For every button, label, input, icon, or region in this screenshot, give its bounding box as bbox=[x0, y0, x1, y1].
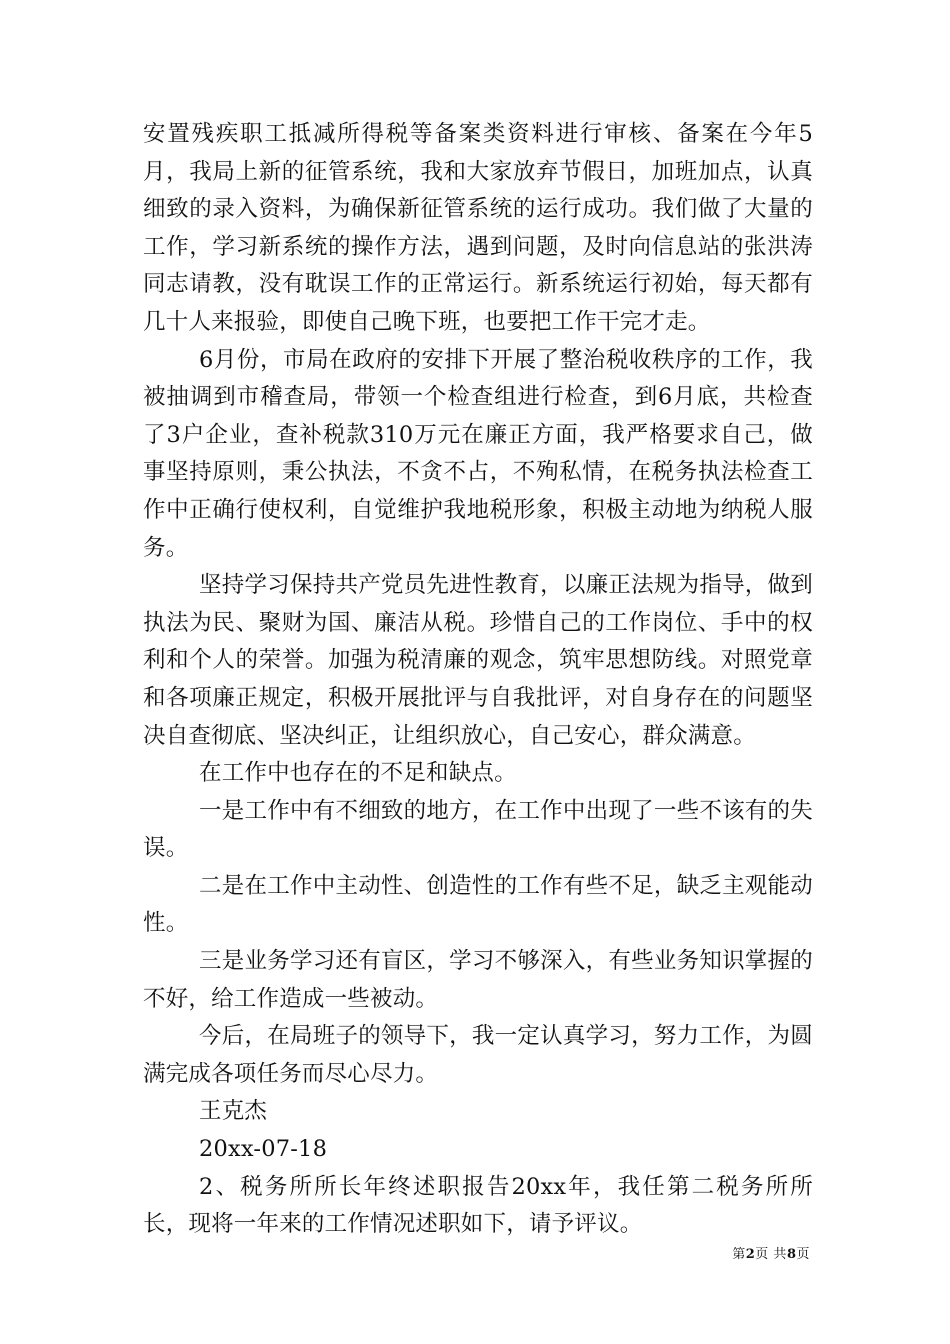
paragraph-intro-continued: 安置残疾职工抵减所得税等备案类资料进行审核、备案在今年5月，我局上新的征管系统，我和大家放弃节假日，加班加点，认真细致的录入资料，为确保新征管系统的运行成功。我们做了大量的工作，学习新系统的操作方法，遇到问题，及时向信息站的张洪涛同志请教，没有耽误工作的正常运行。新系统运行初始，每天都有几十人来报验，即使自己晚下班，也要把工作干完才走。 bbox=[143, 121, 813, 335]
footer-current-page: 2 bbox=[745, 1247, 756, 1262]
footer-prefix: 第 bbox=[732, 1247, 746, 1262]
signature-name: 王克杰 bbox=[199, 1098, 268, 1125]
footer-total-pages: 8 bbox=[786, 1247, 797, 1262]
document-body bbox=[143, 116, 813, 1244]
paragraph-integrity: 坚持学习保持共产党员先进性教育，以廉正法规为指导，做到执法为民、聚财为国、廉洁从税。珍惜自己的工作岗位、手中的权利和个人的荣誉。加强为税清廉的观念，筑牢思想防线。对照党章和各项廉正规定，积极开展批评与自我批评，对自身存在的问题坚决自查彻底、坚决纠正，让组织放心，自己安心，群众满意。 bbox=[143, 572, 813, 749]
paragraph-shortcomings-heading: 在工作中也存在的不足和缺点。 bbox=[199, 760, 517, 787]
paragraph-june-inspection: 6月份，市局在政府的安排下开展了整治税收秩序的工作，我被抽调到市稽查局，带领一个检查组进行检查，到6月底，共检查了3户企业，查补税款310万元在廉正方面，我严格要求自己，做事坚持原则，秉公执法，不贪不占，不殉私情，在税务执法检查工作中正确行使权利，自觉维护我地税形象，积极主动地为纳税人服务。 bbox=[143, 346, 813, 561]
paragraph-next-report: 2、税务所所长年终述职报告20xx年，我任第二税务所所长，现将一年来的工作情况述职如下，请予评议。 bbox=[143, 1173, 813, 1238]
page-footer bbox=[660, 1246, 810, 1264]
paragraph-shortcoming-one: 一是工作中有不细致的地方，在工作中出现了一些不该有的失误。 bbox=[143, 797, 813, 862]
paragraph-future: 今后，在局班子的领导下，我一定认真学习，努力工作，为圆满完成各项任务而尽心尽力。 bbox=[143, 1023, 813, 1087]
footer-middle: 页 共 bbox=[755, 1247, 787, 1262]
footer-suffix: 页 bbox=[796, 1247, 810, 1262]
paragraph-shortcoming-two: 二是在工作中主动性、创造性的工作有些不足，缺乏主观能动性。 bbox=[143, 872, 813, 937]
paragraph-shortcoming-three: 三是业务学习还有盲区，学习不够深入，有些业务知识掌握的不好，给工作造成一些被动。 bbox=[143, 948, 813, 1012]
signature-date: 20xx-07-18 bbox=[199, 1136, 328, 1163]
